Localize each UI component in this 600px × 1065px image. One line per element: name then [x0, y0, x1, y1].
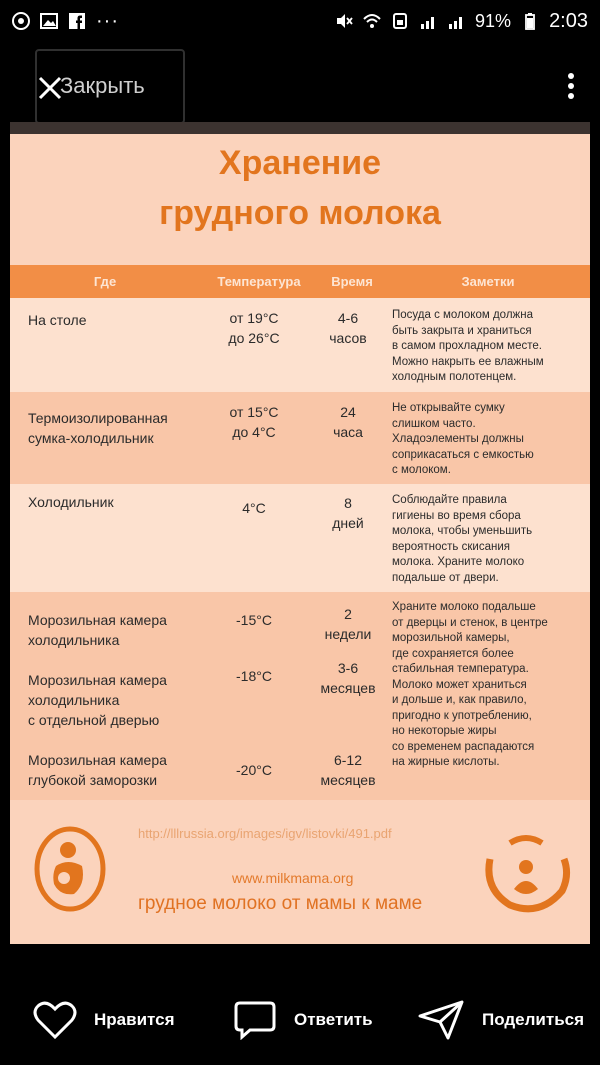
note-line: морозильной камеры,: [392, 632, 510, 644]
paper-plane-icon: [418, 1000, 464, 1040]
signal-icon-1: [419, 12, 437, 30]
note-line: Не открывайте сумку: [392, 402, 505, 414]
place-line: с отдельной дверью: [28, 712, 160, 728]
note-line: Молоко может храниться: [392, 678, 527, 691]
note-line: слишком часто.: [392, 417, 476, 430]
note-line: гигиены во время сбора: [392, 509, 521, 522]
note-line: на жирные кислоты.: [392, 756, 500, 768]
row-temperature: [210, 666, 298, 686]
place-line: На столе: [28, 312, 87, 328]
row-time: [308, 750, 388, 790]
more-options-icon[interactable]: [568, 73, 574, 99]
table-header: [10, 265, 590, 298]
like-label: Нравится: [94, 1010, 175, 1029]
row-place: [28, 610, 208, 650]
milkmama-logo: [480, 829, 572, 913]
image-top-edge: [10, 122, 590, 134]
status-bar-right: [335, 10, 588, 33]
mother-child-logo: [34, 826, 106, 912]
note-line: стабильная температура.: [392, 663, 529, 675]
place-line: Морозильная камера: [28, 752, 167, 768]
row-temperature: [210, 498, 298, 518]
row-place: [28, 670, 208, 730]
table-row: [10, 298, 590, 392]
close-label: Закрыть: [60, 73, 145, 98]
note-line: в самом прохладном месте.: [392, 340, 542, 352]
table-row: [10, 484, 590, 592]
note-line: молока, чтобы уменьшить: [392, 525, 533, 537]
place-line: Морозильная камера: [28, 612, 167, 628]
viewer-top-bar: [0, 45, 600, 131]
speech-bubble-icon: [234, 1000, 276, 1040]
header-time: Время: [331, 274, 373, 289]
note-line: Посуда с молоком должна: [392, 309, 533, 321]
time-line: 2: [344, 606, 352, 622]
row-notes: [392, 308, 582, 386]
status-bar: [0, 0, 600, 42]
freezer-group: [10, 592, 590, 800]
time-line: дней: [332, 515, 364, 531]
time-line: месяцев: [320, 772, 376, 788]
table-row: [10, 392, 590, 484]
action-bar: [0, 990, 600, 1060]
place-line: сумка-холодильник: [28, 430, 154, 446]
header-where: Где: [93, 274, 117, 289]
time-line: месяцев: [320, 680, 376, 696]
row-time: [308, 658, 388, 698]
clock: 2:03: [549, 9, 588, 32]
time-line: 4-6: [337, 310, 359, 326]
like-button[interactable]: [32, 1000, 175, 1040]
shield-icon: [12, 12, 30, 30]
site-name: www.milkmama.org: [232, 870, 354, 886]
row-time: [308, 493, 388, 533]
mute-icon: [335, 12, 353, 30]
comment-button[interactable]: [234, 1000, 373, 1040]
share-label: Поделиться: [482, 1010, 585, 1029]
place-line: глубокой заморозки: [28, 772, 158, 788]
note-line: молока. Храните молоко: [392, 556, 525, 568]
source-url: http://lllrussia.org/images/igv/listovki/491.pdf: [138, 826, 392, 841]
temp-line: -15°С: [236, 612, 272, 628]
data-saver-icon: [391, 12, 409, 30]
note-line: от дверцы и стенок, в центре: [392, 616, 548, 629]
time-line: 24: [340, 404, 356, 420]
row-place: [28, 492, 208, 512]
note-line: пригодно к употреблению,: [392, 709, 532, 722]
signal-icon-2: [447, 12, 465, 30]
temp-line: -18°С: [236, 668, 272, 684]
time-line: часов: [329, 330, 367, 346]
place-line: Термоизолированная: [28, 410, 168, 426]
status-more-dots: ···: [96, 9, 119, 32]
note-line: Храните молоко подальше: [392, 601, 536, 613]
header-temperature: Температура: [217, 274, 301, 289]
heart-icon: [32, 1000, 78, 1040]
temp-line: от 19°С: [229, 310, 279, 326]
note-line: и дольше и, как правило,: [392, 694, 527, 706]
battery-icon: [521, 12, 539, 30]
time-line: 8: [344, 495, 352, 511]
facebook-icon: [68, 12, 86, 30]
status-bar-left: [12, 10, 119, 33]
temp-line: до 4°С: [232, 424, 276, 440]
row-temperature: [210, 308, 298, 348]
time-line: 3-6: [337, 660, 359, 676]
header-notes: Заметки: [461, 274, 515, 289]
note-line: где сохраняется более: [392, 647, 514, 660]
battery-percent: 91%: [475, 10, 512, 31]
place-line: холодильника: [28, 692, 120, 708]
row-time: [308, 604, 388, 644]
row-temperature: [210, 610, 298, 630]
row-place: [28, 310, 208, 330]
temp-line: -20°С: [236, 762, 272, 778]
wifi-icon: [363, 12, 381, 30]
place-line: Морозильная камера: [28, 672, 167, 688]
time-line: 6-12: [333, 752, 363, 768]
note-line: Хладоэлементы должны: [392, 433, 524, 445]
note-line: Можно накрыть ее влажным: [392, 355, 544, 368]
note-line: Соблюдайте правила: [392, 494, 507, 506]
note-line: но некоторые жиры: [392, 725, 497, 737]
freezer-notes: [392, 600, 582, 771]
share-button[interactable]: [418, 1000, 584, 1040]
temp-line: от 15°С: [229, 404, 279, 420]
comment-label: Ответить: [294, 1010, 373, 1029]
note-line: с молоком.: [392, 464, 451, 476]
time-line: недели: [324, 626, 372, 642]
gallery-icon: [40, 12, 58, 30]
row-place: [28, 750, 208, 790]
place-line: Холодильник: [28, 494, 114, 510]
row-temperature: [210, 402, 298, 442]
title-line-1: Хранение: [218, 144, 382, 182]
row-notes: [392, 401, 582, 479]
place-line: холодильника: [28, 632, 120, 648]
row-temperature: [210, 760, 298, 780]
note-line: подальше от двери.: [392, 571, 499, 584]
note-line: холодным полотенцем.: [392, 371, 517, 383]
note-line: соприкасаться с емкостью: [392, 448, 534, 461]
title-line-2: грудного молока: [159, 194, 441, 232]
infographic-title: [0, 138, 600, 238]
temp-line: до 26°С: [228, 330, 280, 346]
row-place: [28, 408, 208, 448]
row-time: [308, 308, 388, 348]
temp-line: 4°С: [242, 500, 266, 516]
note-line: вероятность скисания: [392, 540, 510, 553]
close-button[interactable]: [35, 49, 185, 124]
note-line: быть закрыта и храниться: [392, 324, 532, 337]
time-line: часа: [333, 424, 363, 440]
row-time: [308, 402, 388, 442]
tagline: грудное молоко от мамы к маме: [138, 893, 423, 914]
note-line: со временем распадаются: [392, 740, 535, 753]
row-notes: [392, 493, 582, 586]
